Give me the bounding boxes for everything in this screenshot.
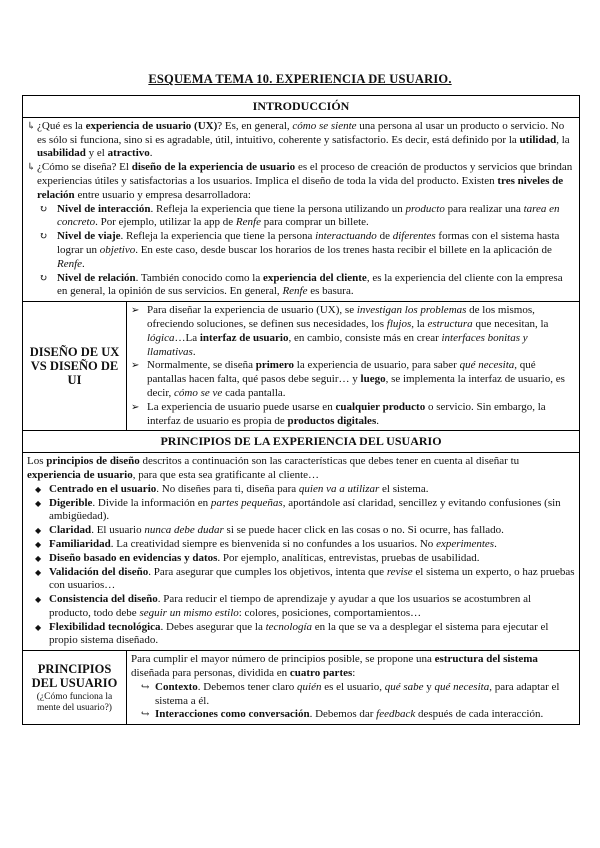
structure-part: ↪ Interacciones como conversación. Debemos dar feedback después de cada interacción. <box>141 708 544 721</box>
ux-vs-ui-point: ➢ Normalmente, se diseña primero la experiencia de usuario, para saber qué necesita, qué pantallas hacen falta, qué pasos debe seguir… y luego, se implementa la interfaz de usuario, es decir, cómo se ve cada pantalla. <box>131 359 565 399</box>
principles-section <box>23 453 580 651</box>
principles-intro: Los principios de diseño descritos a continuación son las características que debes tener en cuenta al diseñar tu experiencia de usuario, para que esta sea gratificante al cliente… <box>27 455 520 481</box>
diamond-bullet-icon: ◆ <box>35 622 42 632</box>
arrowhead-bullet-icon: ➢ <box>131 305 140 317</box>
principle-item: ◆ Centrado en el usuario. No diseñes para ti, diseña para quien va a utilizar el sistema. <box>35 482 429 495</box>
arrow-bullet-icon: ↳ <box>27 120 36 132</box>
diamond-bullet-icon: ◆ <box>35 539 42 549</box>
diamond-bullet-icon: ◆ <box>35 553 42 563</box>
level-relationship: ↻ Nivel de relación. También conocido como la experiencia del cliente, es la experiencia del cliente con la empresa en general, la opinión de sus servicios. En general, Renfe es basura. <box>39 271 563 298</box>
principles-heading: PRINCIPIOS DE LA EXPERIENCIA DEL USUARIO <box>23 431 580 453</box>
arrow-bullet-icon: ↳ <box>27 162 36 174</box>
intro-question-what: ↳ ¿Qué es la experiencia de usuario (UX)? Es, en general, cómo se siente una persona al usar un producto o servicio. No es sólo si funciona, sino si es agradable, útil, intuitivo, coherente y satisfactorio. Es decir, está definido por la utilidad, la usabilidad y el atractivo. <box>27 119 570 160</box>
schema-table <box>22 95 580 725</box>
ux-vs-ui-label: DISEÑO DE UX VS DISEÑO DE UI <box>23 302 127 431</box>
principle-item: ◆ Consistencia del diseño. Para reducir el tiempo de aprendizaje y ayudar a que los usuarios se acostumbren al producto, todo debe seguir un mismo estilo: colores, posiciones, comportamientos… <box>35 593 532 619</box>
curved-arrow-bullet-icon: ↪ <box>141 681 150 693</box>
curved-arrow-bullet-icon: ↪ <box>141 709 150 721</box>
ux-vs-ui-point: ➢ La experiencia de usuario puede usarse en cualquier producto o servicio. Sin embargo, la interfaz de usuario es propia de productos digitales. <box>131 400 546 427</box>
user-principles-sublabel: (¿Cómo funciona la mente del usuario?) <box>36 691 113 713</box>
intro-heading: INTRODUCCIÓN <box>23 96 580 118</box>
principle-item: ◆ Digerible. Divide la información en partes pequeñas, aportándole así claridad, sencillez y evitando confusiones (sin ambigüedad). <box>35 496 561 523</box>
document-title: ESQUEMA TEMA 10. EXPERIENCIA DE USUARIO. <box>148 72 452 86</box>
diamond-bullet-icon: ◆ <box>35 567 42 577</box>
principle-item: ◆ Diseño basado en evidencias y datos. Por ejemplo, analíticas, entrevistas, pruebas de usabilidad. <box>35 551 480 564</box>
level-interaction: ↻ Nivel de interacción. Refleja la experiencia que tiene la persona utilizando un producto para realizar una tarea en concreto. Por ejemplo, utilizar la app de Renfe para comprar un billete. <box>39 202 560 229</box>
diamond-bullet-icon: ◆ <box>35 484 42 494</box>
principle-item: ◆ Claridad. El usuario nunca debe dudar si se puede hacer click en las cosas o no. Si ocurre, has fallado. <box>35 524 504 537</box>
principle-item: ◆ Validación del diseño. Para asegurar que cumples los objetivos, intenta que revise el sistema un experto, o haz pruebas con usuarios… <box>35 565 575 592</box>
structure-section <box>127 651 580 725</box>
principle-item: ◆ Flexibilidad tecnológica. Debes asegurar que la tecnología en la que se va a desplegar el sistema para ejecutar el propio sistema diseñado. <box>35 620 549 647</box>
structure-part: ↪ Contexto. Debemos tener claro quién es el usuario, qué sabe y qué necesita, para adaptar el sistema a él. <box>141 680 560 707</box>
user-principles-label: PRINCIPIOS DEL USUARIO (¿Cómo funciona la mente del usuario?) <box>23 651 127 725</box>
arrowhead-bullet-icon: ➢ <box>131 401 140 413</box>
diamond-bullet-icon: ◆ <box>35 498 42 508</box>
cycle-bullet-icon: ↻ <box>39 203 48 215</box>
diamond-bullet-icon: ◆ <box>35 526 42 536</box>
ux-vs-ui-point: ➢ Para diseñar la experiencia de usuario (UX), se investigan los problemas de los mismos, ofreciendo soluciones, se definen sus necesidades, los flujos, la estructura que necesitan, la lógica…La interfaz de usuario, en cambio, consiste más en crear interfaces bonitas y llamativas. <box>131 304 549 358</box>
principle-item: ◆ Familiaridad. La creatividad siempre es bienvenida si no confundes a los usuarios. No experimentes. <box>35 537 497 550</box>
structure-intro: Para cumplir el mayor número de principios posible, se propone una estructura del sistema diseñada para personas, dividida en cuatro partes: <box>131 653 538 680</box>
cycle-bullet-icon: ↻ <box>39 272 48 284</box>
intro-question-how: ↳ ¿Cómo se diseña? El diseño de la experiencia de usuario es el proceso de creación de productos y servicios que brindan experiencias útiles y satisfactorias a los usuarios. Implica el diseño de toda la vida del producto. Existen tres niveles de relación entre usuario y empresa desarrolladora: <box>27 161 573 201</box>
ux-vs-ui-section <box>127 302 580 431</box>
intro-section <box>23 117 580 301</box>
diamond-bullet-icon: ◆ <box>35 595 42 605</box>
arrowhead-bullet-icon: ➢ <box>131 360 140 372</box>
level-journey: ↻ Nivel de viaje. Refleja la experiencia que tiene la persona interactuando de diferentes formas con el sistema hasta lograr un objetivo. En este caso, desde buscar los horarios de los trenes hasta recibir el billete en la aplicación de Renfe. <box>39 230 560 270</box>
cycle-bullet-icon: ↻ <box>39 231 48 243</box>
